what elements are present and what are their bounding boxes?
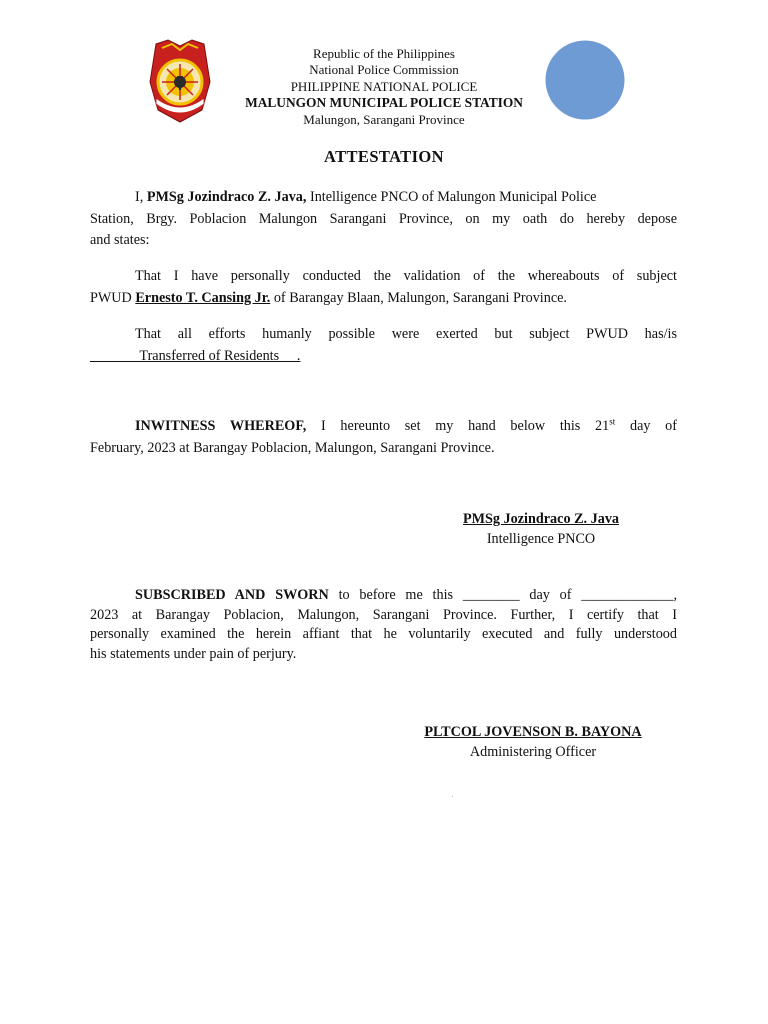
paragraph-validation xyxy=(90,266,677,309)
para2-line2-post: of Barangay Blaan, Malungon, Sarangani Province. xyxy=(270,289,567,306)
affiant-name: PMSg Jozindraco Z. Java xyxy=(462,511,620,527)
seal-circle-icon xyxy=(545,40,625,120)
para3-line1: That all efforts humanly possible were exerted but subject PWUD has/is xyxy=(135,326,677,342)
sworn-line3: personally examined the herein affiant that he voluntarily executed and fully understood xyxy=(90,626,677,642)
sworn-line1-mid2: day of xyxy=(519,587,582,603)
paragraph-sworn xyxy=(90,586,677,664)
para2-line1: That I have personally conducted the validation of the whereabouts of subject xyxy=(135,268,677,284)
header-station: MALUNGON MUNICIPAL POLICE STATION xyxy=(245,95,523,111)
subject-name: Ernesto T. Cansing Jr. xyxy=(135,289,271,306)
sworn-line1-mid: to before me this xyxy=(328,587,463,603)
witness-line2: February, 2023 at Barangay Poblacion, Malungon, Sarangani Province. xyxy=(90,439,495,456)
affiant-name-inline: PMSg Jozindraco Z. Java, xyxy=(146,189,307,205)
status-field: Transferred of Residents . xyxy=(90,347,301,364)
header-location: Malungon, Sarangani Province xyxy=(303,111,465,127)
para1-line2: Station, Brgy. Poblacion Malungon Sarangani Province, on my oath do hereby depose xyxy=(90,210,677,227)
officer-name: PLTCOL JOVENSON B. BAYONA xyxy=(424,724,642,740)
officer-title: Administering Officer xyxy=(469,744,597,760)
stray-mark xyxy=(452,796,453,797)
witness-lead: INWITNESS WHEREOF, xyxy=(135,418,307,434)
month-blank: _____________, xyxy=(581,587,677,603)
header-pnp: PHILIPPINE NATIONAL POLICE xyxy=(290,78,478,94)
witness-line1: I hereunto set my hand below this 21 xyxy=(306,418,610,434)
affiant-title: Intelligence PNCO xyxy=(486,531,596,547)
document-title: ATTESTATION xyxy=(324,147,444,166)
letterhead xyxy=(230,46,538,128)
header-republic: Republic of the Philippines xyxy=(313,46,455,61)
para2-line2-pre: PWUD xyxy=(90,289,136,306)
header-napolcom: National Police Commission xyxy=(309,62,459,78)
sworn-line2: 2023 at Barangay Poblacion, Malungon, Sarangani Province. Further, I certify that I xyxy=(90,606,677,623)
paragraph-witness xyxy=(90,416,677,459)
day-blank: ________ xyxy=(462,587,520,603)
paragraph-oath xyxy=(90,187,677,252)
para1-line1-rest: Intelligence PNCO of Malungon Municipal Police xyxy=(306,189,597,205)
sworn-lead: SUBSCRIBED AND SWORN xyxy=(135,587,329,603)
para1-line3: and states: xyxy=(90,232,150,248)
day-ordinal: st xyxy=(609,416,616,427)
paragraph-efforts xyxy=(90,324,677,367)
affiant-signature-block xyxy=(432,509,650,549)
para1-lead: I, xyxy=(135,189,147,205)
witness-line1-end: day of xyxy=(615,418,678,434)
pnp-badge-icon xyxy=(148,38,212,124)
sworn-line4: his statements under pain of perjury. xyxy=(90,645,297,662)
officer-signature-block xyxy=(398,722,668,762)
